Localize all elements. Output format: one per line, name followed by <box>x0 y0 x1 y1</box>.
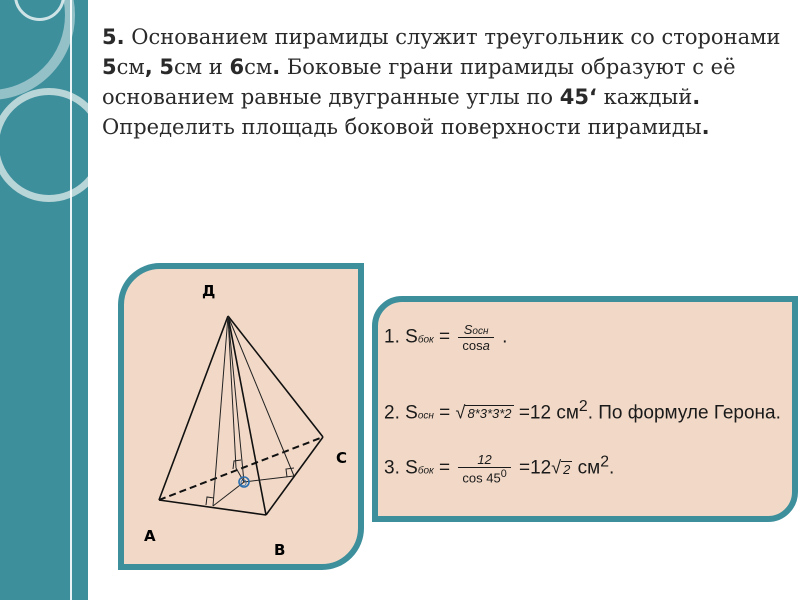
edge-dc <box>228 316 323 437</box>
solution-step-1 <box>384 322 507 353</box>
problem-task: Определить площадь боковой поверхности пирамиды <box>102 115 702 139</box>
side-value: 5 <box>159 55 175 79</box>
numerator <box>458 322 493 338</box>
denominator <box>458 468 510 485</box>
problem-text: каждый <box>596 85 693 109</box>
problem-text: см <box>116 55 145 79</box>
radicand: 8*3*3*2 <box>467 406 512 422</box>
denominator-text: cos <box>462 338 483 353</box>
decorative-sidebar <box>0 0 88 600</box>
problem-text: Боковые грани пирамиды образуют с её основанием равные двугранные углы по <box>102 55 736 109</box>
step-text: . <box>496 326 508 348</box>
angle-value: 45‘ <box>559 85 597 109</box>
problem-text: см <box>244 55 273 79</box>
label-b: В <box>274 541 286 559</box>
sqrt-icon: √ <box>551 457 562 478</box>
ring-decoration <box>0 88 88 202</box>
step-text: . По формуле Герона. <box>587 402 781 424</box>
label-o: О <box>240 479 248 489</box>
denominator-text: cos 45 <box>462 470 501 486</box>
pyramid-figure-card <box>118 263 364 570</box>
step-text: =12 см <box>513 402 579 424</box>
denominator <box>458 338 493 353</box>
superscript: 2 <box>600 453 610 471</box>
solution-card <box>372 296 798 522</box>
right-angle-mark <box>233 460 241 469</box>
solution-step-3 <box>384 452 614 485</box>
step-text: = <box>433 457 456 479</box>
problem-text: . <box>692 85 701 109</box>
problem-number: 5. <box>102 25 125 49</box>
subscript: осн <box>472 326 489 337</box>
apothem-bc <box>228 316 294 476</box>
denominator-var: a <box>482 338 490 353</box>
side-value: 6 <box>229 55 245 79</box>
fraction <box>458 452 510 485</box>
sqrt-icon: √ <box>455 402 466 423</box>
problem-text: . <box>701 115 710 139</box>
step-text: 3. S <box>384 457 418 479</box>
superscript: 2 <box>578 398 588 415</box>
label-d: Д <box>202 282 216 300</box>
step-text: 2. S <box>384 402 418 424</box>
pyramid-diagram <box>124 269 358 564</box>
solution-step-2 <box>384 398 781 424</box>
sidebar-divider <box>70 0 72 600</box>
problem-text: см и <box>174 55 230 79</box>
step-text: =12 <box>513 457 552 479</box>
step-text: . <box>609 457 615 479</box>
label-a: А <box>144 527 156 545</box>
subscript: бок <box>417 465 434 477</box>
step-text: 1. S <box>384 326 418 348</box>
problem-text: Основанием пирамиды служит треугольник со сторонами <box>124 25 781 49</box>
step-text: см <box>572 457 601 479</box>
step-text: = <box>433 402 456 424</box>
radicand: 2 <box>563 461 571 477</box>
superscript: 0 <box>500 468 507 480</box>
numerator-symbol: S <box>463 322 473 337</box>
numerator: 12 <box>458 452 510 468</box>
problem-text: . <box>272 55 281 79</box>
height-do <box>228 316 244 482</box>
label-c: С <box>336 449 348 467</box>
apothem-ab <box>213 316 228 506</box>
subscript: бок <box>417 334 434 346</box>
side-value: 5 <box>102 55 117 79</box>
subscript: осн <box>417 410 434 422</box>
edge-ab <box>159 500 266 515</box>
fraction <box>458 322 493 353</box>
problem-statement <box>102 22 792 142</box>
step-text: = <box>433 326 456 348</box>
edge-da <box>159 316 228 500</box>
problem-text: , <box>144 55 153 79</box>
